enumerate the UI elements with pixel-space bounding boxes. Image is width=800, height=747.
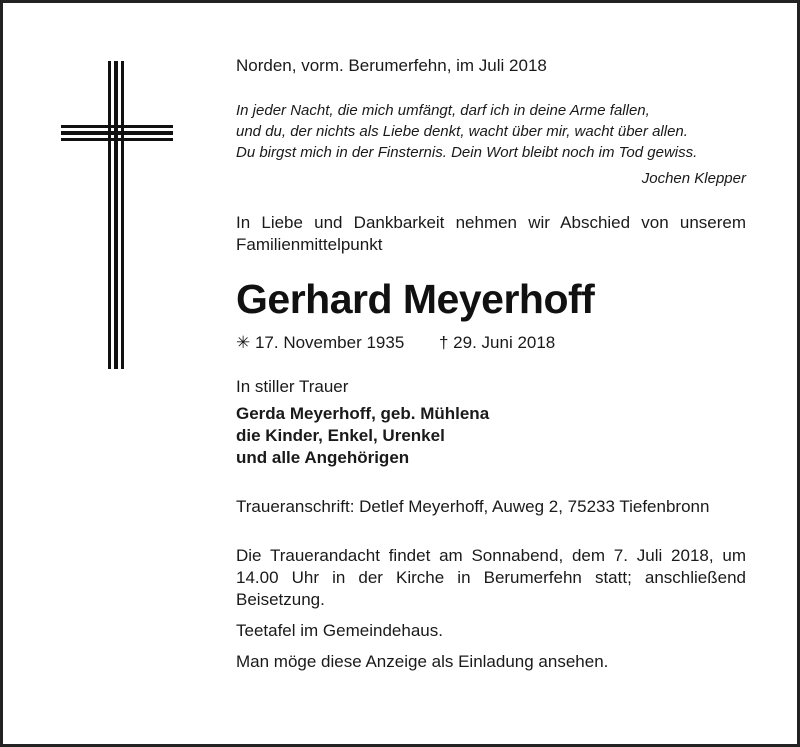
invitation-note: Man möge diese Anzeige als Einladung ansehen.: [236, 652, 609, 671]
place-date: Norden, vorm. Berumerfehn, im Juli 2018: [236, 56, 547, 75]
mourning-address: Traueranschrift: Detlef Meyerhoff, Auweg 2, 75233 Tiefenbronn: [236, 497, 710, 516]
mourners-list: [236, 403, 746, 469]
mourner: Gerda Meyerhoff, geb. Mühlena: [236, 404, 490, 423]
verse-author: Jochen Klepper: [641, 170, 746, 187]
intro-text: In Liebe und Dankbarkeit nehmen wir Abschied von unserem Familienmittelpunkt: [236, 213, 746, 254]
service-info: Die Trauerandacht findet am Sonnabend, dem 7. Juli 2018, um 14.00 Uhr in der Kirche in Berumerfehn statt; anschließend Beisetzung.: [236, 546, 746, 609]
death-date: † 29. Juni 2018: [439, 333, 556, 352]
latin-cross-icon: [61, 61, 173, 369]
verse-line: und du, der nichts als Liebe denkt, wacht über mir, wacht über allen.: [236, 123, 688, 140]
verse: [236, 100, 746, 163]
mourner: die Kinder, Enkel, Urenkel: [236, 426, 445, 445]
mourner: und alle Angehörigen: [236, 448, 410, 467]
tea-info: Teetafel im Gemeindehaus.: [236, 621, 443, 640]
mourning-label: In stiller Trauer: [236, 377, 349, 396]
birth-date: ✳ 17. November 1935: [236, 333, 405, 352]
verse-line: In jeder Nacht, die mich umfängt, darf ich in deine Arme fallen,: [236, 102, 650, 119]
verse-line: Du birgst mich in der Finsternis. Dein Wort bleibt noch im Tod gewiss.: [236, 144, 698, 161]
deceased-name: Gerhard Meyerhoff: [236, 276, 595, 322]
life-dates: [236, 332, 746, 354]
notice-content: [236, 55, 746, 673]
